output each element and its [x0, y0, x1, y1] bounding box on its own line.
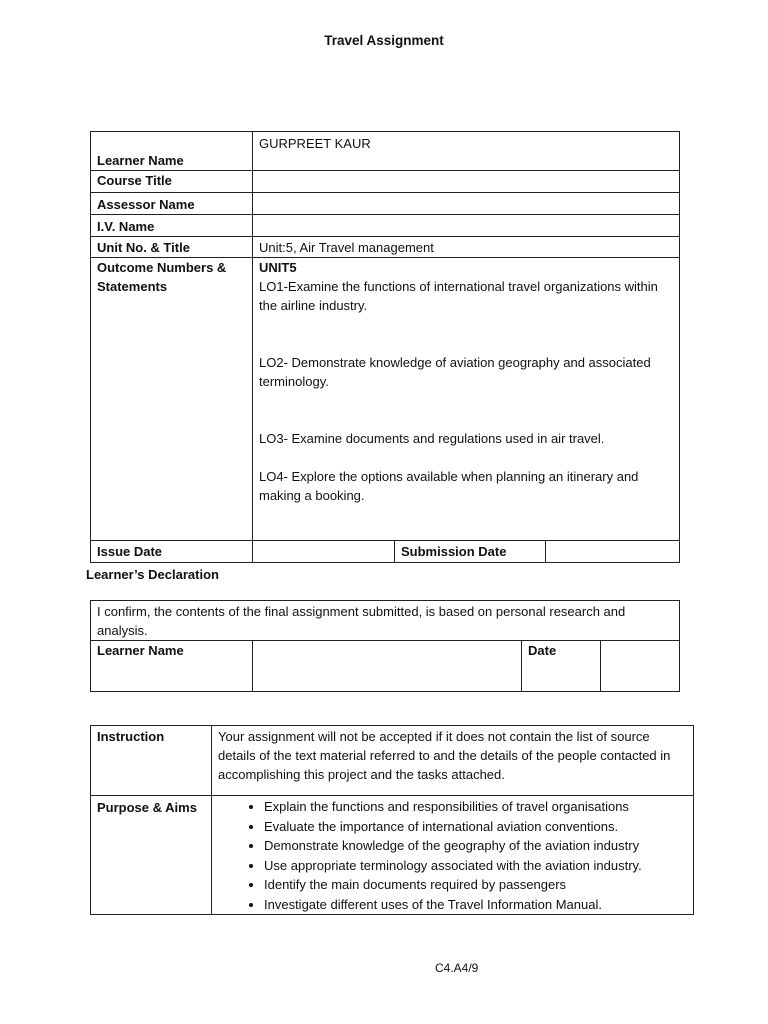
course-title-label: Course Title: [91, 171, 253, 193]
page-code-footer: C4.A4/9: [435, 961, 479, 975]
outcome-heading: UNIT5: [259, 260, 297, 275]
outcome-label: Outcome Numbers & Statements: [91, 258, 253, 541]
purpose-aims-list: [218, 797, 687, 914]
outcome-lo3: LO3- Examine documents and regulations used in air travel.: [259, 431, 605, 446]
outcome-lo2: LO2- Demonstrate knowledge of aviation geography and associated terminology.: [259, 355, 651, 389]
declaration-table: [90, 600, 680, 692]
assessor-name-label: Assessor Name: [91, 193, 253, 215]
declaration-learner-name-value: [253, 641, 522, 692]
iv-name-value: [253, 215, 680, 237]
aim-item: • Use appropriate terminology associated with the aviation industry.: [264, 856, 687, 876]
declaration-statement: I confirm, the contents of the final assignment submitted, is based on personal research and analysis.: [91, 601, 680, 641]
declaration-learner-name-label: Learner Name: [91, 641, 253, 692]
assessor-name-value: [253, 193, 680, 215]
aim-item: • Identify the main documents required by passengers: [264, 875, 687, 895]
submission-date-label: Submission Date: [395, 541, 546, 563]
aim-item: • Demonstrate knowledge of the geography of the aviation industry: [264, 836, 687, 856]
document-title: Travel Assignment: [324, 33, 444, 48]
submission-date-value: [546, 541, 680, 563]
aim-item: • Explain the functions and responsibilities of travel organisations: [264, 797, 687, 817]
outcome-lo4: LO4- Explore the options available when planning an itinerary and making a booking.: [259, 469, 639, 503]
outcome-lo1: LO1-Examine the functions of international travel organizations within the airline industry.: [259, 279, 658, 313]
declaration-date-label: Date: [522, 641, 601, 692]
purpose-aims-list-cell: [212, 796, 694, 915]
iv-name-label: I.V. Name: [91, 215, 253, 237]
unit-value: Unit:5, Air Travel management: [253, 237, 680, 258]
aim-item: • Investigate different uses of the Travel Information Manual.: [264, 895, 687, 915]
course-title-value: [253, 171, 680, 193]
learner-name-label: Learner Name: [91, 132, 253, 171]
instructions-table: [90, 725, 694, 915]
purpose-aims-label: Purpose & Aims: [91, 796, 212, 915]
instruction-text: Your assignment will not be accepted if it does not contain the list of source details of the text material referred to and the details of the people contacted in accomplishing this project and the tasks attached.: [212, 726, 694, 796]
issue-date-value: [253, 541, 395, 563]
aim-item: • Evaluate the importance of international aviation conventions.: [264, 817, 687, 837]
learner-name-value: GURPREET KAUR: [253, 132, 680, 171]
declaration-date-value: [601, 641, 680, 692]
issue-date-label: Issue Date: [91, 541, 253, 563]
assignment-details-table: [90, 131, 680, 563]
instruction-label: Instruction: [91, 726, 212, 796]
outcome-statements: [253, 258, 680, 541]
learner-declaration-heading: Learner’s Declaration: [86, 567, 219, 582]
unit-label: Unit No. & Title: [91, 237, 253, 258]
